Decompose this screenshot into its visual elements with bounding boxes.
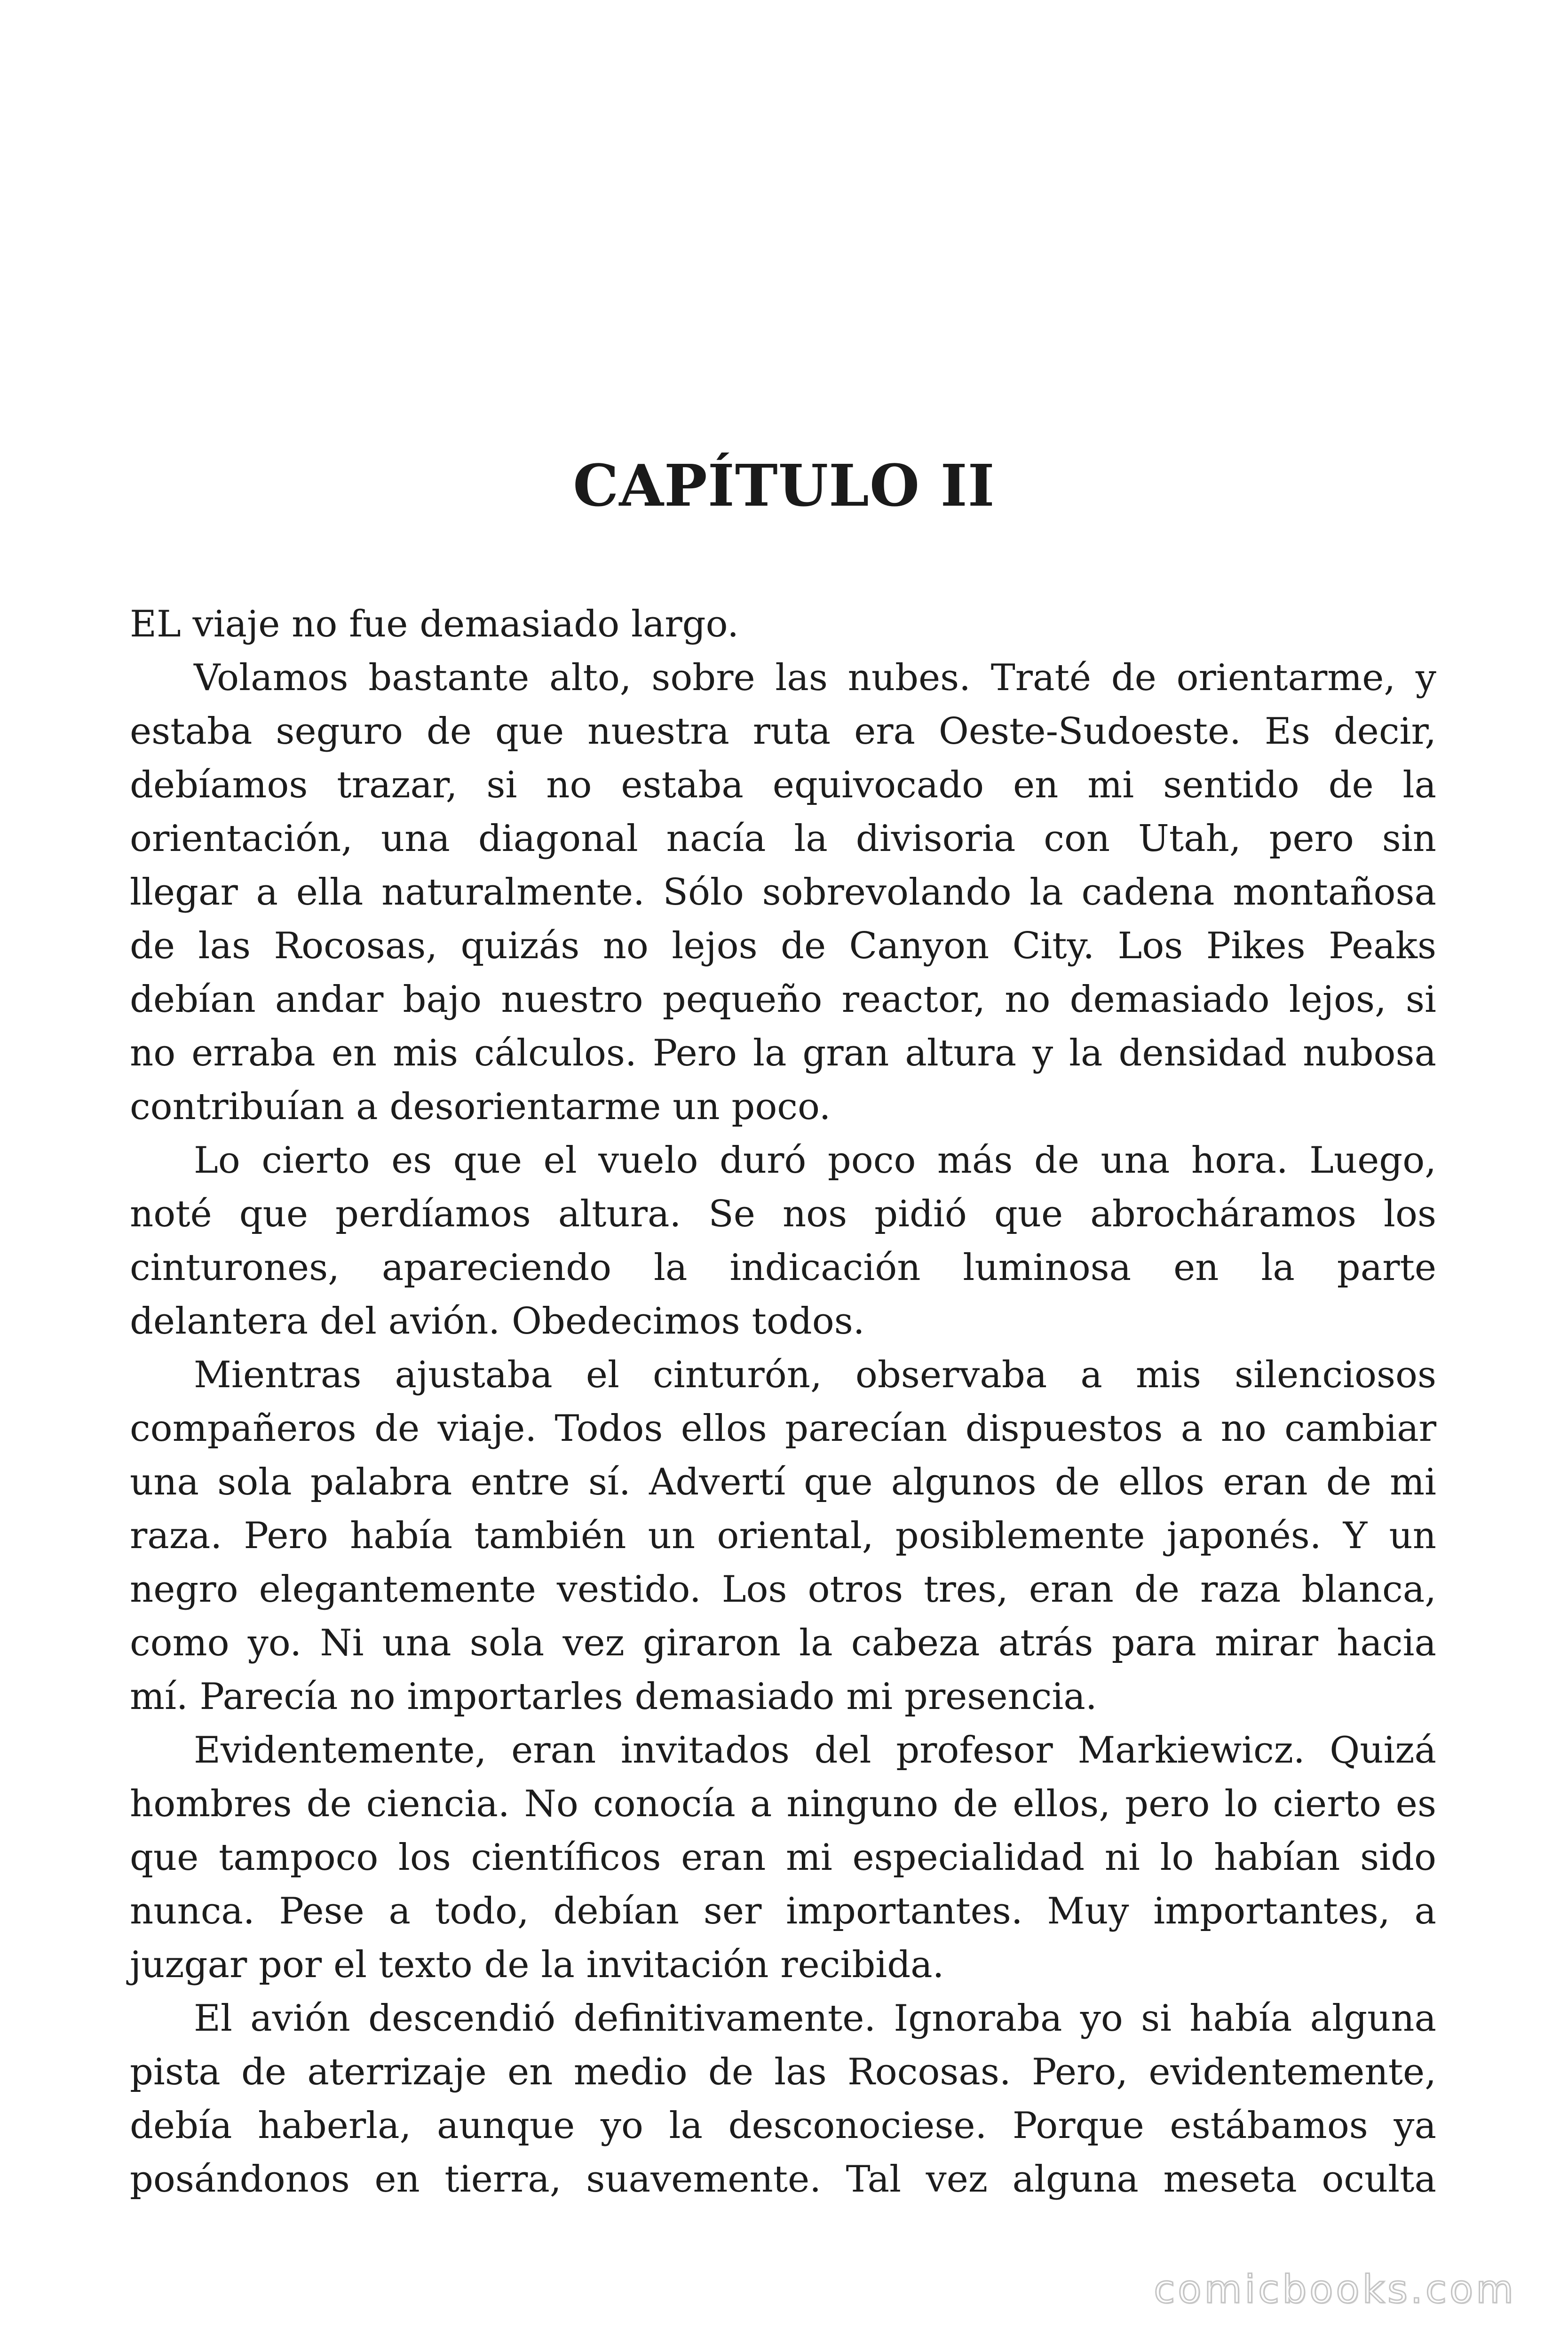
- text-line: noté que perdíamos altura. Se nos pidió que abrocháramos los: [130, 1193, 1436, 1235]
- text-line: juzgar por el texto de la invitación recibida.: [130, 1944, 944, 1986]
- text-line: hombres de ciencia. No conocía a ninguno de ellos, pero lo cierto es: [130, 1783, 1436, 1825]
- paragraph: [130, 1992, 1436, 2206]
- text-line: Lo cierto es que el vuelo duró poco más de una hora. Luego,: [194, 1139, 1436, 1182]
- text-line: debíamos trazar, si no estaba equivocado en mi sentido de la: [130, 764, 1436, 806]
- text-line: compañeros de viaje. Todos ellos parecían dispuestos a no cambiar: [130, 1407, 1436, 1450]
- text-line: Evidentemente, eran invitados del profesor Markiewicz. Quizá: [194, 1729, 1436, 1772]
- watermark-logo: comicbooks.com: [1154, 2267, 1516, 2312]
- text-line: orientación, una diagonal nacía la divisoria con Utah, pero sin: [130, 818, 1436, 860]
- text-line: como yo. Ni una sola vez giraron la cabeza atrás para mirar hacia: [130, 1622, 1436, 1664]
- text-line: llegar a ella naturalmente. Sólo sobrevolando la cadena montañosa: [130, 871, 1436, 914]
- chapter-body: [130, 597, 1436, 2206]
- text-line: posándonos en tierra, suavemente. Tal vez alguna meseta oculta: [130, 2158, 1436, 2201]
- paragraph: [130, 1134, 1436, 1348]
- text-line: Mientras ajustaba el cinturón, observaba a mis silenciosos: [194, 1354, 1436, 1396]
- text-line: negro elegantemente vestido. Los otros tres, eran de raza blanca,: [130, 1568, 1436, 1611]
- text-line: Volamos bastante alto, sobre las nubes. Traté de orientarme, y: [194, 657, 1436, 699]
- paragraph: [130, 1724, 1436, 1992]
- text-line: contribuían a desorientarme un poco.: [130, 1086, 831, 1128]
- paragraph: [130, 651, 1436, 1134]
- text-line: debía haberla, aunque yo la desconociese. Porque estábamos ya: [130, 2105, 1436, 2147]
- text-line: estaba seguro de que nuestra ruta era Oeste-Sudoeste. Es decir,: [130, 710, 1436, 753]
- text-line: de las Rocosas, quizás no lejos de Canyon City. Los Pikes Peaks: [130, 925, 1436, 967]
- paragraph: [130, 597, 1436, 651]
- text-line: debían andar bajo nuestro pequeño reactor, no demasiado lejos, si: [130, 978, 1436, 1021]
- text-line: que tampoco los científicos eran mi especialidad ni lo habían sido: [130, 1836, 1436, 1879]
- text-line: EL viaje no fue demasiado largo.: [130, 603, 739, 645]
- chapter-title: CAPÍTULO II: [573, 452, 995, 519]
- text-line: raza. Pero había también un oriental, posiblemente japonés. Y un: [130, 1515, 1436, 1557]
- text-line: pista de aterrizaje en medio de las Rocosas. Pero, evidentemente,: [130, 2051, 1436, 2093]
- text-line: nunca. Pese a todo, debían ser importantes. Muy importantes, a: [130, 1890, 1436, 1932]
- paragraph: [130, 1348, 1436, 1724]
- text-line: mí. Parecía no importarles demasiado mi presencia.: [130, 1676, 1097, 1718]
- text-line: delantera del avión. Obedecimos todos.: [130, 1300, 865, 1343]
- text-line: no erraba en mis cálculos. Pero la gran altura y la densidad nubosa: [130, 1032, 1436, 1074]
- text-line: una sola palabra entre sí. Advertí que algunos de ellos eran de mi: [130, 1461, 1436, 1503]
- text-line: El avión descendió definitivamente. Ignoraba yo si había alguna: [194, 1997, 1436, 2040]
- text-line: cinturones, apareciendo la indicación luminosa en la parte: [130, 1247, 1436, 1289]
